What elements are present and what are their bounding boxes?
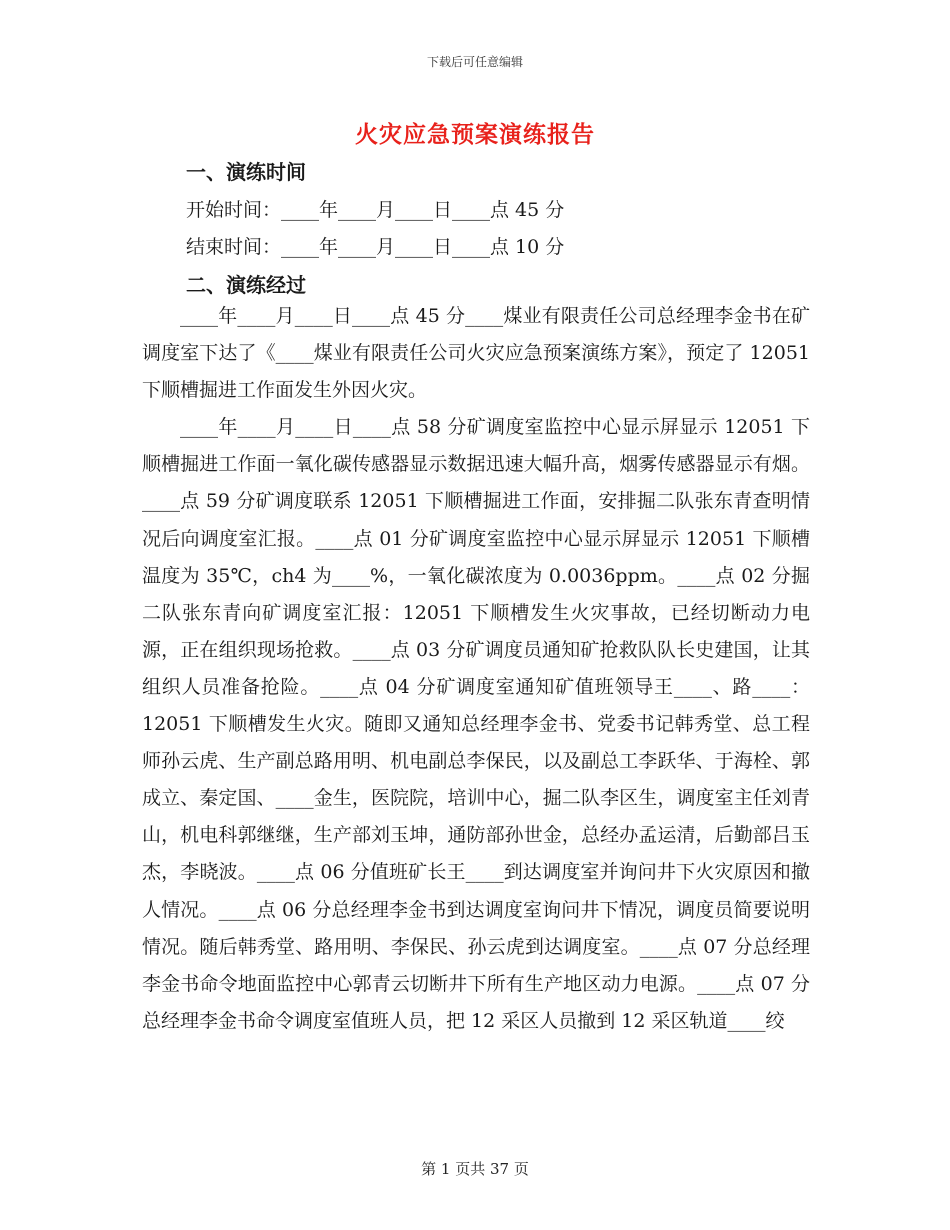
page-footer: 第 1 页共 37 页	[421, 1160, 529, 1178]
paragraph-1: ____年____月____日____点 45 分____煤业有限责任公司总经理李金书在矿调度室下达了《____煤业有限责任公司火灾应急预案演练方案》，预定了 12051 下顺槽掘进工作面发生外因火灾。	[142, 305, 810, 402]
document-title: 火灾应急预案演练报告	[355, 121, 595, 148]
header-note: 下载后可任意编辑	[426, 55, 523, 69]
section-heading-drill-time: 一、演练时间	[186, 160, 306, 184]
end-time-line: 结束时间：____年____月____日____点 10 分	[186, 236, 565, 258]
section-heading-drill-process: 二、演练经过	[186, 273, 306, 297]
drill-process-body	[142, 298, 810, 1040]
paragraph-2: ____年____月____日____点 58 分矿调度室监控中心显示屏显示 12051 下顺槽掘进工作面一氧化碳传感器显示数据迅速大幅升高，烟雾传感器显示有烟。____点 59 分矿调度联系 12051 下顺槽掘进工作面，安排掘二队张东青查明情况后向调度室汇报。____点 01 分矿调度室监控中心显示屏显示 12051 下顺槽温度为 35℃，ch4 为____%，一氧化碳浓度为 0.0036ppm。____点 02 分掘二队张东青向矿调度室汇报：12051 下顺槽发生火灾事故，已经切断动力电源，正在组织现场抢救。____点 03 分矿调度员通知矿抢救队队长史建国，让其组织人员准备抢险。____点 04 分矿调度室通知矿值班领导王____、路____：12051 下顺槽发生火灾。随即又通知总经理李金书、党委书记韩秀堂、总工程师孙云虎、生产副总路用明、机电副总李保民，以及副总工李跃华、于海栓、郭成立、秦定国、____金生，医院院，培训中心，掘二队李区生，调度室主任刘青山，机电科郭继继，生产部刘玉坤，通防部孙世金，总经办孟运清，后勤部吕玉杰，李晓波。____点 06 分值班矿长王____到达调度室并询问井下火灾原因和撤人情况。____点 06 分总经理李金书到达调度室询问井下情况，调度员简要说明情况。随后韩秀堂、路用明、李保民、孙云虎到达调度室。____点 07 分总经理李金书命令地面监控中心郭青云切断井下所有生产地区动力电源。____点 07 分总经理李金书命令调度室值班人员，把 12 采区人员撤到 12 采区轨道____绞	[142, 416, 810, 1032]
start-time-line: 开始时间：____年____月____日____点 45 分	[186, 199, 565, 221]
